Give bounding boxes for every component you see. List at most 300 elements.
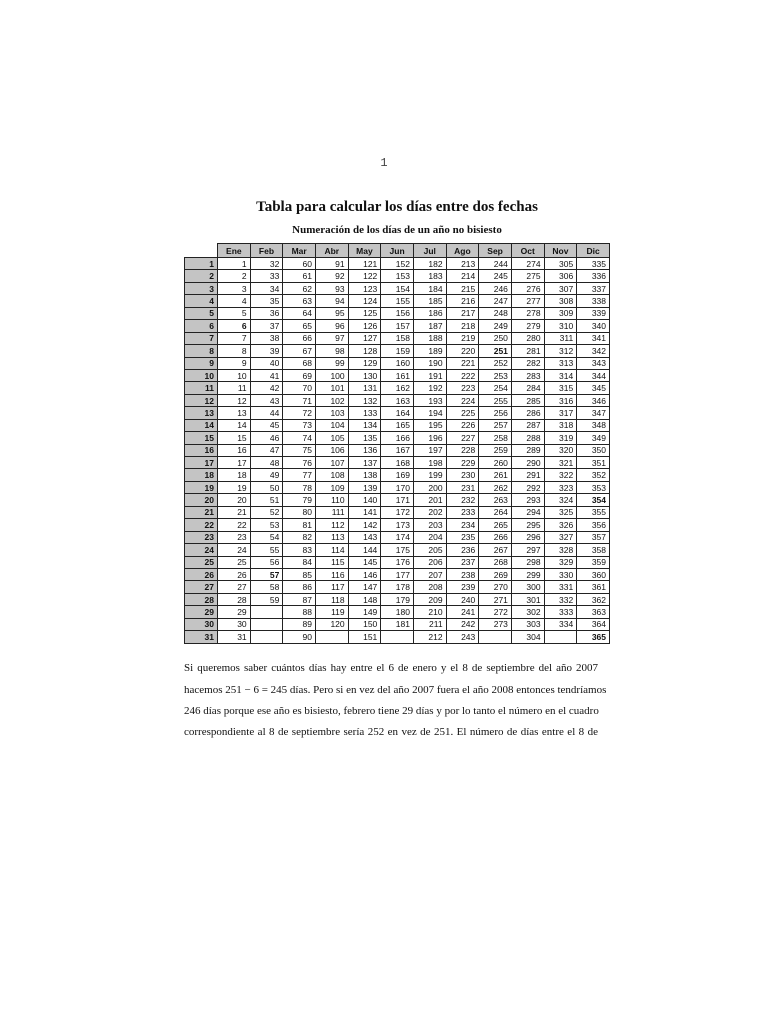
day-of-month-label: 29 xyxy=(185,606,218,618)
day-number-cell: 111 xyxy=(315,506,348,518)
day-number-cell: 329 xyxy=(544,556,577,568)
day-number-cell: 122 xyxy=(348,270,381,282)
day-of-month-label: 8 xyxy=(185,345,218,357)
day-number-cell: 258 xyxy=(479,432,512,444)
day-number-cell: 243 xyxy=(446,631,479,643)
day-number-cell: 264 xyxy=(479,506,512,518)
day-number-cell: 245 xyxy=(479,270,512,282)
day-number-cell: 182 xyxy=(413,258,446,270)
month-header: Dic xyxy=(577,244,610,258)
day-number-cell: 230 xyxy=(446,469,479,481)
day-number-cell: 103 xyxy=(315,407,348,419)
day-of-month-label: 20 xyxy=(185,494,218,506)
day-number-cell: 125 xyxy=(348,307,381,319)
day-number-cell: 27 xyxy=(218,581,251,593)
day-number-cell: 114 xyxy=(315,544,348,556)
day-number-cell: 87 xyxy=(283,593,316,605)
day-number-cell: 70 xyxy=(283,382,316,394)
day-number-cell: 52 xyxy=(250,506,283,518)
day-number-cell: 347 xyxy=(577,407,610,419)
day-number-cell: 205 xyxy=(413,544,446,556)
day-number-cell: 172 xyxy=(381,506,414,518)
day-number-cell: 345 xyxy=(577,382,610,394)
day-number-cell: 25 xyxy=(218,556,251,568)
day-number-cell: 126 xyxy=(348,320,381,332)
day-number-cell: 330 xyxy=(544,568,577,580)
day-number-cell: 55 xyxy=(250,544,283,556)
day-number-cell: 139 xyxy=(348,481,381,493)
day-number-cell: 33 xyxy=(250,270,283,282)
document-title: Tabla para calcular los días entre dos fechas xyxy=(256,199,538,215)
day-number-cell: 206 xyxy=(413,556,446,568)
day-number-cell: 323 xyxy=(544,481,577,493)
day-of-month-label: 6 xyxy=(185,320,218,332)
table-row xyxy=(185,618,610,630)
paragraph-line: Si queremos saber cuántos días hay entre el 6 de enero y el 8 de septiembre del año 2007 xyxy=(184,662,598,674)
day-number-cell: 94 xyxy=(315,295,348,307)
day-number-cell: 219 xyxy=(446,332,479,344)
month-header: Jun xyxy=(381,244,414,258)
day-number-cell: 241 xyxy=(446,606,479,618)
day-of-month-label: 2 xyxy=(185,270,218,282)
day-number-cell: 178 xyxy=(381,581,414,593)
day-number-cell: 277 xyxy=(511,295,544,307)
day-number-cell: 328 xyxy=(544,544,577,556)
day-number-cell: 101 xyxy=(315,382,348,394)
day-number-cell: 341 xyxy=(577,332,610,344)
day-number-cell: 56 xyxy=(250,556,283,568)
day-number-cell: 284 xyxy=(511,382,544,394)
day-number-cell: 13 xyxy=(218,407,251,419)
day-of-month-label: 9 xyxy=(185,357,218,369)
day-number-cell: 22 xyxy=(218,519,251,531)
day-number-cell: 360 xyxy=(577,568,610,580)
day-number-cell: 23 xyxy=(218,531,251,543)
day-number-cell: 119 xyxy=(315,606,348,618)
day-number-cell: 324 xyxy=(544,494,577,506)
day-number-cell: 40 xyxy=(250,357,283,369)
day-number-cell: 75 xyxy=(283,444,316,456)
day-number-cell: 63 xyxy=(283,295,316,307)
day-number-cell: 96 xyxy=(315,320,348,332)
day-number-cell: 239 xyxy=(446,581,479,593)
day-number-cell: 7 xyxy=(218,332,251,344)
day-number-cell: 210 xyxy=(413,606,446,618)
day-number-cell: 90 xyxy=(283,631,316,643)
month-header: Ene xyxy=(218,244,251,258)
day-number-cell: 9 xyxy=(218,357,251,369)
day-of-month-label: 3 xyxy=(185,282,218,294)
day-number-cell: 19 xyxy=(218,481,251,493)
day-number-cell: 24 xyxy=(218,544,251,556)
day-of-month-label: 10 xyxy=(185,369,218,381)
day-number-cell: 113 xyxy=(315,531,348,543)
day-number-cell: 136 xyxy=(348,444,381,456)
day-number-cell: 144 xyxy=(348,544,381,556)
day-number-cell: 354 xyxy=(577,494,610,506)
day-number-cell: 291 xyxy=(511,469,544,481)
day-of-month-label: 15 xyxy=(185,432,218,444)
day-number-cell: 195 xyxy=(413,419,446,431)
day-number-cell: 76 xyxy=(283,457,316,469)
day-number-cell: 89 xyxy=(283,618,316,630)
day-number-cell: 35 xyxy=(250,295,283,307)
day-number-cell: 16 xyxy=(218,444,251,456)
day-number-cell: 254 xyxy=(479,382,512,394)
day-number-cell: 209 xyxy=(413,593,446,605)
month-header: Abr xyxy=(315,244,348,258)
page-number: 1 xyxy=(380,156,388,170)
day-number-cell: 159 xyxy=(381,345,414,357)
day-number-cell: 15 xyxy=(218,432,251,444)
day-number-cell: 335 xyxy=(577,258,610,270)
day-number-cell: 191 xyxy=(413,369,446,381)
day-number-cell: 154 xyxy=(381,282,414,294)
day-number-cell: 160 xyxy=(381,357,414,369)
day-number-cell: 275 xyxy=(511,270,544,282)
day-number-cell: 173 xyxy=(381,519,414,531)
day-number-cell: 99 xyxy=(315,357,348,369)
day-number-cell: 310 xyxy=(544,320,577,332)
day-number-cell: 117 xyxy=(315,581,348,593)
day-number-cell: 47 xyxy=(250,444,283,456)
day-number-cell: 8 xyxy=(218,345,251,357)
table-row xyxy=(185,581,610,593)
day-number-cell: 60 xyxy=(283,258,316,270)
day-number-cell: 226 xyxy=(446,419,479,431)
day-number-cell: 93 xyxy=(315,282,348,294)
day-number-cell: 199 xyxy=(413,469,446,481)
day-number-cell: 357 xyxy=(577,531,610,543)
day-number-cell: 312 xyxy=(544,345,577,357)
day-number-cell: 181 xyxy=(381,618,414,630)
day-number-cell: 176 xyxy=(381,556,414,568)
day-number-cell: 233 xyxy=(446,506,479,518)
table-row xyxy=(185,568,610,580)
table-row xyxy=(185,345,610,357)
day-number-cell: 106 xyxy=(315,444,348,456)
day-number-cell: 287 xyxy=(511,419,544,431)
day-of-month-label: 1 xyxy=(185,258,218,270)
day-number-cell: 67 xyxy=(283,345,316,357)
table-row xyxy=(185,556,610,568)
day-of-month-label: 18 xyxy=(185,469,218,481)
day-of-month-label: 25 xyxy=(185,556,218,568)
day-number-cell: 83 xyxy=(283,544,316,556)
day-number-cell: 215 xyxy=(446,282,479,294)
day-number-cell: 115 xyxy=(315,556,348,568)
table-row xyxy=(185,369,610,381)
day-number-cell: 316 xyxy=(544,394,577,406)
day-number-cell: 300 xyxy=(511,581,544,593)
table-row xyxy=(185,307,610,319)
day-number-cell: 157 xyxy=(381,320,414,332)
day-number-cell: 85 xyxy=(283,568,316,580)
day-number-cell: 263 xyxy=(479,494,512,506)
day-number-cell: 232 xyxy=(446,494,479,506)
day-number-cell: 318 xyxy=(544,419,577,431)
day-number-cell: 211 xyxy=(413,618,446,630)
day-number-cell: 292 xyxy=(511,481,544,493)
day-number-cell: 118 xyxy=(315,593,348,605)
day-number-cell: 214 xyxy=(446,270,479,282)
day-number-cell: 177 xyxy=(381,568,414,580)
day-number-cell: 355 xyxy=(577,506,610,518)
day-of-month-label: 7 xyxy=(185,332,218,344)
day-number-cell: 358 xyxy=(577,544,610,556)
day-number-cell: 313 xyxy=(544,357,577,369)
day-number-cell: 167 xyxy=(381,444,414,456)
day-number-table xyxy=(184,243,610,644)
day-number-cell: 303 xyxy=(511,618,544,630)
day-number-cell: 121 xyxy=(348,258,381,270)
day-number-cell: 339 xyxy=(577,307,610,319)
day-number-cell: 352 xyxy=(577,469,610,481)
day-number-cell: 346 xyxy=(577,394,610,406)
day-number-cell: 293 xyxy=(511,494,544,506)
day-number-cell: 107 xyxy=(315,457,348,469)
day-number-cell xyxy=(250,606,283,618)
day-number-cell: 286 xyxy=(511,407,544,419)
day-number-cell: 246 xyxy=(479,282,512,294)
day-number-cell: 140 xyxy=(348,494,381,506)
day-number-cell: 270 xyxy=(479,581,512,593)
day-number-cell: 225 xyxy=(446,407,479,419)
day-number-cell: 269 xyxy=(479,568,512,580)
day-number-cell: 223 xyxy=(446,382,479,394)
table-row xyxy=(185,332,610,344)
day-number-cell: 218 xyxy=(446,320,479,332)
day-number-cell: 251 xyxy=(479,345,512,357)
day-number-cell: 334 xyxy=(544,618,577,630)
table-row xyxy=(185,357,610,369)
day-of-month-label: 19 xyxy=(185,481,218,493)
paragraph-line: 246 días porque ese año es bisiesto, febrero tiene 29 días y por lo tanto el número en el cuadro xyxy=(184,705,599,717)
day-number-cell: 175 xyxy=(381,544,414,556)
day-number-cell: 166 xyxy=(381,432,414,444)
day-number-cell: 327 xyxy=(544,531,577,543)
day-number-cell: 196 xyxy=(413,432,446,444)
day-number-cell: 228 xyxy=(446,444,479,456)
day-number-cell: 250 xyxy=(479,332,512,344)
table-row xyxy=(185,444,610,456)
day-number-cell: 170 xyxy=(381,481,414,493)
day-number-cell: 43 xyxy=(250,394,283,406)
day-number-cell: 78 xyxy=(283,481,316,493)
day-number-cell: 108 xyxy=(315,469,348,481)
day-number-cell: 81 xyxy=(283,519,316,531)
day-number-cell: 73 xyxy=(283,419,316,431)
day-number-cell: 4 xyxy=(218,295,251,307)
day-number-cell: 281 xyxy=(511,345,544,357)
day-number-cell: 91 xyxy=(315,258,348,270)
day-number-cell: 112 xyxy=(315,519,348,531)
day-number-cell: 120 xyxy=(315,618,348,630)
day-number-cell: 305 xyxy=(544,258,577,270)
day-number-cell: 42 xyxy=(250,382,283,394)
day-number-cell: 143 xyxy=(348,531,381,543)
day-number-cell: 333 xyxy=(544,606,577,618)
day-of-month-label: 17 xyxy=(185,457,218,469)
day-number-cell: 2 xyxy=(218,270,251,282)
day-number-cell: 294 xyxy=(511,506,544,518)
day-number-cell: 86 xyxy=(283,581,316,593)
day-number-cell: 186 xyxy=(413,307,446,319)
table-header xyxy=(185,244,610,258)
day-number-cell: 37 xyxy=(250,320,283,332)
day-number-cell: 283 xyxy=(511,369,544,381)
day-number-cell: 238 xyxy=(446,568,479,580)
day-number-cell: 314 xyxy=(544,369,577,381)
month-header: Mar xyxy=(283,244,316,258)
day-number-cell: 44 xyxy=(250,407,283,419)
day-number-cell xyxy=(381,631,414,643)
day-number-cell: 62 xyxy=(283,282,316,294)
day-number-cell: 252 xyxy=(479,357,512,369)
day-number-cell: 190 xyxy=(413,357,446,369)
day-number-cell: 53 xyxy=(250,519,283,531)
day-number-cell: 57 xyxy=(250,568,283,580)
day-number-cell: 163 xyxy=(381,394,414,406)
day-number-cell: 321 xyxy=(544,457,577,469)
day-number-cell: 71 xyxy=(283,394,316,406)
day-number-cell: 364 xyxy=(577,618,610,630)
day-number-cell: 132 xyxy=(348,394,381,406)
day-number-cell: 311 xyxy=(544,332,577,344)
day-number-cell: 145 xyxy=(348,556,381,568)
day-number-cell xyxy=(250,618,283,630)
day-number-cell: 82 xyxy=(283,531,316,543)
day-of-month-label: 16 xyxy=(185,444,218,456)
day-number-cell: 10 xyxy=(218,369,251,381)
day-number-cell: 152 xyxy=(381,258,414,270)
day-of-month-label: 5 xyxy=(185,307,218,319)
day-number-cell: 41 xyxy=(250,369,283,381)
day-of-month-label: 12 xyxy=(185,394,218,406)
day-number-cell: 212 xyxy=(413,631,446,643)
table-row xyxy=(185,320,610,332)
day-number-cell: 337 xyxy=(577,282,610,294)
table-row xyxy=(185,419,610,431)
day-number-cell: 130 xyxy=(348,369,381,381)
day-number-cell: 5 xyxy=(218,307,251,319)
day-number-cell: 65 xyxy=(283,320,316,332)
day-number-cell: 193 xyxy=(413,394,446,406)
day-number-cell: 203 xyxy=(413,519,446,531)
day-number-cell: 104 xyxy=(315,419,348,431)
day-number-cell: 235 xyxy=(446,531,479,543)
day-number-cell: 147 xyxy=(348,581,381,593)
day-number-cell: 165 xyxy=(381,419,414,431)
day-number-cell: 156 xyxy=(381,307,414,319)
day-number-cell: 12 xyxy=(218,394,251,406)
day-number-cell: 192 xyxy=(413,382,446,394)
day-number-cell: 362 xyxy=(577,593,610,605)
day-number-cell: 194 xyxy=(413,407,446,419)
day-number-cell: 32 xyxy=(250,258,283,270)
day-number-cell: 102 xyxy=(315,394,348,406)
day-number-cell: 340 xyxy=(577,320,610,332)
day-number-cell: 1 xyxy=(218,258,251,270)
day-number-cell: 69 xyxy=(283,369,316,381)
day-number-cell: 304 xyxy=(511,631,544,643)
day-number-cell: 153 xyxy=(381,270,414,282)
day-number-cell: 260 xyxy=(479,457,512,469)
day-number-cell: 278 xyxy=(511,307,544,319)
table-row xyxy=(185,494,610,506)
day-of-month-label: 11 xyxy=(185,382,218,394)
table-row xyxy=(185,282,610,294)
day-number-cell: 6 xyxy=(218,320,251,332)
day-number-cell: 266 xyxy=(479,531,512,543)
day-number-cell: 59 xyxy=(250,593,283,605)
day-number-cell: 332 xyxy=(544,593,577,605)
day-number-cell: 197 xyxy=(413,444,446,456)
day-number-cell: 301 xyxy=(511,593,544,605)
day-number-cell: 259 xyxy=(479,444,512,456)
day-number-cell: 351 xyxy=(577,457,610,469)
day-number-cell: 54 xyxy=(250,531,283,543)
day-number-cell: 237 xyxy=(446,556,479,568)
day-number-cell: 187 xyxy=(413,320,446,332)
day-number-cell: 198 xyxy=(413,457,446,469)
day-number-cell: 317 xyxy=(544,407,577,419)
day-number-cell: 289 xyxy=(511,444,544,456)
day-number-cell: 338 xyxy=(577,295,610,307)
day-number-cell: 151 xyxy=(348,631,381,643)
day-number-cell: 133 xyxy=(348,407,381,419)
day-number-cell: 66 xyxy=(283,332,316,344)
day-number-cell: 253 xyxy=(479,369,512,381)
day-number-cell: 279 xyxy=(511,320,544,332)
day-number-cell: 262 xyxy=(479,481,512,493)
day-number-cell: 309 xyxy=(544,307,577,319)
month-header-row xyxy=(185,244,610,258)
table-row xyxy=(185,481,610,493)
day-number-cell: 123 xyxy=(348,282,381,294)
day-number-cell: 325 xyxy=(544,506,577,518)
day-number-cell: 64 xyxy=(283,307,316,319)
day-number-cell: 92 xyxy=(315,270,348,282)
day-of-month-label: 4 xyxy=(185,295,218,307)
day-number-cell: 221 xyxy=(446,357,479,369)
table-row xyxy=(185,519,610,531)
day-number-cell: 98 xyxy=(315,345,348,357)
day-number-cell: 88 xyxy=(283,606,316,618)
day-number-cell: 213 xyxy=(446,258,479,270)
day-number-cell: 183 xyxy=(413,270,446,282)
day-number-cell: 265 xyxy=(479,519,512,531)
day-number-cell: 296 xyxy=(511,531,544,543)
day-number-cell: 336 xyxy=(577,270,610,282)
table-row xyxy=(185,394,610,406)
day-number-cell: 180 xyxy=(381,606,414,618)
day-number-cell: 29 xyxy=(218,606,251,618)
table-row xyxy=(185,469,610,481)
day-number-cell: 46 xyxy=(250,432,283,444)
day-number-cell: 77 xyxy=(283,469,316,481)
day-number-cell: 363 xyxy=(577,606,610,618)
table-row xyxy=(185,606,610,618)
day-number-cell: 109 xyxy=(315,481,348,493)
day-number-cell: 349 xyxy=(577,432,610,444)
day-number-cell: 216 xyxy=(446,295,479,307)
day-number-cell: 308 xyxy=(544,295,577,307)
day-number-cell: 359 xyxy=(577,556,610,568)
day-of-month-label: 14 xyxy=(185,419,218,431)
day-of-month-label: 31 xyxy=(185,631,218,643)
day-number-cell: 146 xyxy=(348,568,381,580)
